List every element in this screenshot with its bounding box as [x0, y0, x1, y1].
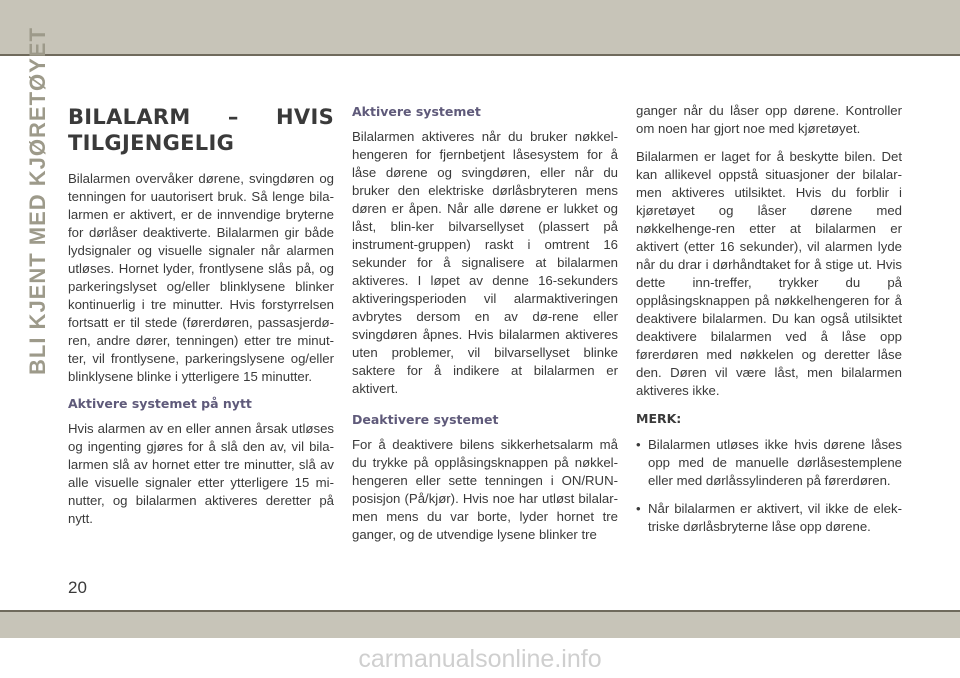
note-label: MERK: — [636, 411, 682, 426]
subheading-deactivate: Deaktivere systemet — [352, 412, 499, 427]
page-number: 20 — [68, 578, 87, 597]
activate-paragraph: Bilalarmen aktiveres når du bruker nøkkel-hengeren for fjernbetjent låsesystem for å låse dørene og svingdøren, eller når du bruker den elektriske dørlåsbryteren mens døren er åpen. Når alle dørene er lukket og låst, blin-ker bilvarsellyset (plassert på instrument-gruppen) raskt i omtrent 16 sekunder for å signalisere at bilalarmen aktiveres. I løpet av denne 16-sekunders aktiveringsperioden vil alarmaktiveringen avbrytes dersom en av dø-rene eller svingdøren åpnes. Hvis bilalarmen aktiveres uten problemer, vil bilvarsellyset blinke saktere for å indikere at bilalarmen er aktivert. — [352, 129, 618, 396]
page-title: BILALARM – HVIS TILGJENGELIG — [68, 105, 334, 155]
note-item — [636, 500, 902, 536]
header-rule — [0, 54, 960, 56]
note-list — [636, 436, 902, 536]
reactivate-paragraph: Hvis alarmen av en eller annen årsak utløses og ingenting gjøres for å slå den av, vil bila-larmen slå av hornet etter tre minutter, slå av alle visuelle signaler etter ytterligere 15 mi-nutter, og bilalarmen aktiveres deretter på nytt. — [68, 421, 334, 526]
alarm-info-paragraph: Bilalarmen er laget for å beskytte bilen. Det kan allikevel oppstå situasjoner der bilalar-men aktiveres utilsiktet. Hvis du forblir i kjøretøyet og låser dørene med nøkkelhenge-ren etter at bilalarmen er aktivert (etter 16 sekunder), vil alarmen lyde når du drar i dørhåndtaket for å stige ut. Hvis dette inn-treffer, trykker du på opplåsingsknappen på nøkkelhengeren for å deaktivere bilalarmen. Du kan også utilsiktet deaktivere bilalarmen ved å låse opp førerdøren med nøkkelen og deretter låse den. Døren vil være låst, men bilalarmen aktiveres ikke. — [636, 149, 902, 398]
subheading-activate: Aktivere systemet — [352, 104, 481, 119]
note-item-text: Bilalarmen utløses ikke hvis dørene låses opp med de manuelle dørlåsestemplene eller med dørlåssylinderen på førerdøren. — [648, 437, 902, 488]
continued-paragraph: ganger når du låser opp dørene. Kontroller om noen har gjort noe med kjøretøyet. — [636, 103, 902, 136]
section-side-title: BLI KJENT MED KJØRETØYET — [25, 27, 50, 375]
column-3 — [636, 102, 902, 546]
column-1 — [68, 100, 334, 538]
bullet-icon: • — [636, 501, 641, 516]
note-item-text: Når bilalarmen er aktivert, vil ikke de elek-triske dørlåsbryterne låse opp dørene. — [648, 501, 902, 534]
intro-paragraph: Bilalarmen overvåker dørene, svingdøren og tenningen for uautorisert bruk. Så lenge bila-larmen er aktivert, er de innvendige bryterne for dørlåser deaktiverte. Bilalarmen gir både lydsignaler og visuelle signaler når alarmen utløses. Hornet lyder, frontlysene slås på, og parkeringslyset og/eller blinklysene blinker kontinuerlig i tre minutter. Hvis forstyrrelsen fortsatt er til stede (førerdøren, passasjerdø-ren, andre dører, tenningen) etter tre minut-ter, vil frontlysene, parkeringslysene og/eller blinklysene blinke i ytterligere 15 minutter. — [68, 171, 334, 384]
watermark: carmanualsonline.info — [358, 645, 602, 673]
header-band — [0, 0, 960, 54]
footer-band — [0, 612, 960, 638]
note-item — [636, 436, 902, 490]
bullet-icon: • — [636, 437, 641, 452]
deactivate-paragraph: For å deaktivere bilens sikkerhetsalarm må du trykke på opplåsingsknappen på nøkkel-hengeren eller sette tenningen i ON/RUN-posisjon (På/kjør). Hvis noe har utløst bilalar-men mens du var borte, lyder hornet tre ganger, og de utvendige lysene blinker tre — [352, 437, 618, 542]
column-2 — [352, 104, 618, 554]
subheading-reactivate: Aktivere systemet på nytt — [68, 396, 252, 411]
